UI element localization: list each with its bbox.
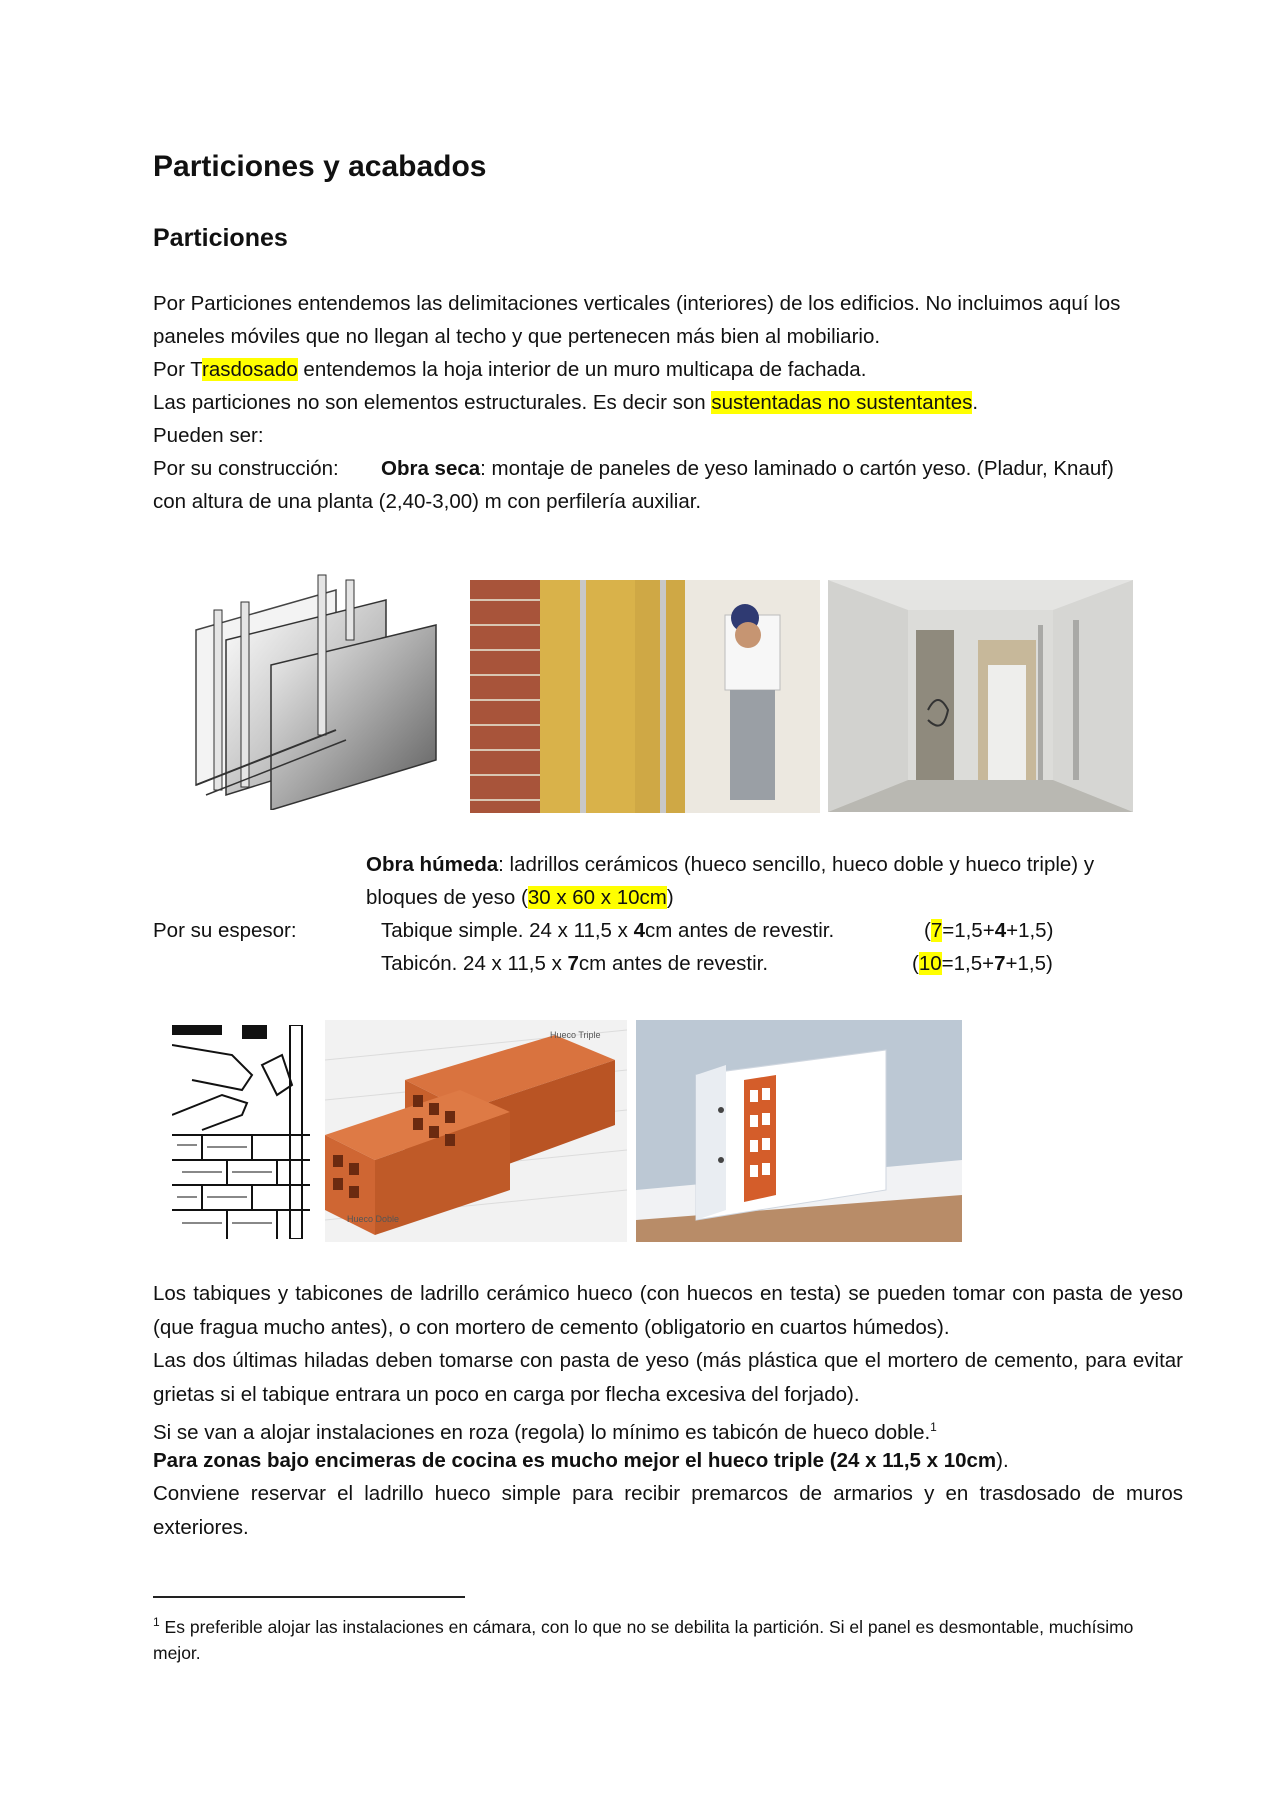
highlight-trasdosado: rasdosado [202,358,298,381]
section-title: Particiones [153,224,288,252]
drywall-installation-photo [470,580,820,813]
gypsum-blocks-image [636,1020,962,1242]
body-paragraph-5: Conviene reservar el ladrillo hueco simple para recibir premarcos de armarios y en trasdosado de muros exteriores. [153,1482,1183,1539]
bricklaying-drawing [172,1025,310,1239]
intro-line-1: Por Particiones entendemos las delimitaciones verticales (interiores) de los edificios. No incluimos aquí los [153,292,1121,315]
page-title: Particiones y acabados [153,150,487,183]
drywall-room-photo [828,580,1133,812]
intro-line-7: con altura de una planta (2,40-3,00) m con perfilería auxiliar. [153,490,702,513]
formula-row-2: (10=1,5+7+1,5) [912,952,1053,975]
document-page: Particiones y acabados Particiones Por Particiones entendemos las delimitaciones verticales (interiores) de los edificios. No incluimos aquí los paneles móviles que no llegan al techo y que pertenecen más bien al mobiliario. Por Trasdosado entendemos la hoja interior de un muro multicapa de fachada. Las particiones no son elementos estructurales. Es decir son sustentadas no sustentantes. Pueden ser: Por su construcción: Obra seca: montaje de paneles de yeso laminado o cartón yeso. (Pladur, Knauf) con altura de una planta (2,40-3,00) m con perfilería auxiliar. Obra húmeda: ladrillos cerámicos (hueco sencillo, hueco doble y hueco triple) y bloques de yeso (30 x 60 x 10cm) Por su espesor: Tabique simple. 24 x 11,5 x 4cm antes de revestir. (7=1,5+4+1,5) Tabicón. 24 x 11,5 x 7cm antes de revestir. (10=1,5+7+1,5) Hueco Triple Hueco Doble Los tabiques y tabicones de ladrillo cerámico hueco (con huecos en testa) se pueden tomar con pasta de yeso (que fragua mucho antes), o con mortero de cemento (obligatorio en cuartos húmedos). Las dos últimas hiladas deben tomarse con pasta de yeso (más plástica que el mortero de cemento, para evitar grietas si el tabique entrara un poco en carga por flecha excesiva del forjado). Si se van a alojar instalaciones en roza (regola) lo mínimo es tabicón de hueco doble.$^1$ Para zonas bajo encimeras de cocina es mucho mejor el hueco triple (24 x 11,5 x 10cm). Conviene reservar el ladrillo hueco simple para recibir premarcos de armarios y en trasdosado de muros exteriores. $^1$ Es preferible alojar las instalaciones en cámara, con lo que no se debilita la partición. Si el panel es desmontable, muchísimo mejor. [0,0,1280,1811]
intro-line-5: Pueden ser: [153,424,264,447]
wet-line-2: bloques de yeso (30 x 60 x 10cm) [366,886,674,909]
thickness-row-1: Por su espesor: Tabique simple. 24 x 11,5 x 4cm antes de revestir. (7=1,5+4+1,5) [153,914,1183,948]
drywall-profile-diagram [186,570,450,810]
intro-line-4: Las particiones no son elementos estructurales. Es decir son sustentadas no sustentantes. [153,391,979,414]
intro-line-3: Por Trasdosado entendemos la hoja interior de un muro multicapa de fachada. [153,358,867,381]
body-paragraph-1: Los tabiques y tabicones de ladrillo cerámico hueco (con huecos en testa) se pueden tomar con pasta de yeso (que fragua mucho antes), o con mortero de cemento (obligatorio en cuartos húmedos). [153,1282,1183,1339]
label-hueco-triple: Hueco Triple [550,1030,601,1040]
label-hueco-doble: Hueco Doble [347,1214,400,1224]
footnote: $^1$ Es preferible alojar las instalaciones en cámara, con lo que no se debilita la partición. Si el panel es desmontable, muchísimo mejor. [153,1615,1134,1663]
thickness-label: Por su espesor: [153,919,297,942]
intro-line-6: Por su construcción: Obra seca: montaje de paneles de yeso laminado o cartón yeso. (Pladur, Knauf) [153,457,1114,480]
wet-line-1: Obra húmeda: ladrillos cerámicos (hueco sencillo, hueco doble y hueco triple) y [366,853,1095,876]
body-paragraph-4: Para zonas bajo encimeras de cocina es mucho mejor el hueco triple (24 x 11,5 x 10cm). [153,1449,1009,1472]
body-paragraph-2: Las dos últimas hiladas deben tomarse con pasta de yeso (más plástica que el mortero de cemento, para evitar grietas si el tabique entrara un poco en carga por flecha excesiva del forjado). [153,1349,1183,1406]
body-paragraph-3: Si se van a alojar instalaciones en roza (regola) lo mínimo es tabicón de hueco doble.$^1$ [153,1420,937,1444]
highlight-block-size: 30 x 60 x 10cm [527,886,667,909]
highlight-sustentadas: sustentadas no sustentantes [711,391,973,414]
footnote-ref: 1 [930,1420,937,1434]
ceramic-bricks-image [325,1020,627,1242]
intro-line-2: paneles móviles que no llegan al techo y que pertenecen más bien al mobiliario. [153,325,881,348]
formula-row-1: (7=1,5+4+1,5) [924,919,1054,942]
footnote-separator [153,1596,465,1598]
